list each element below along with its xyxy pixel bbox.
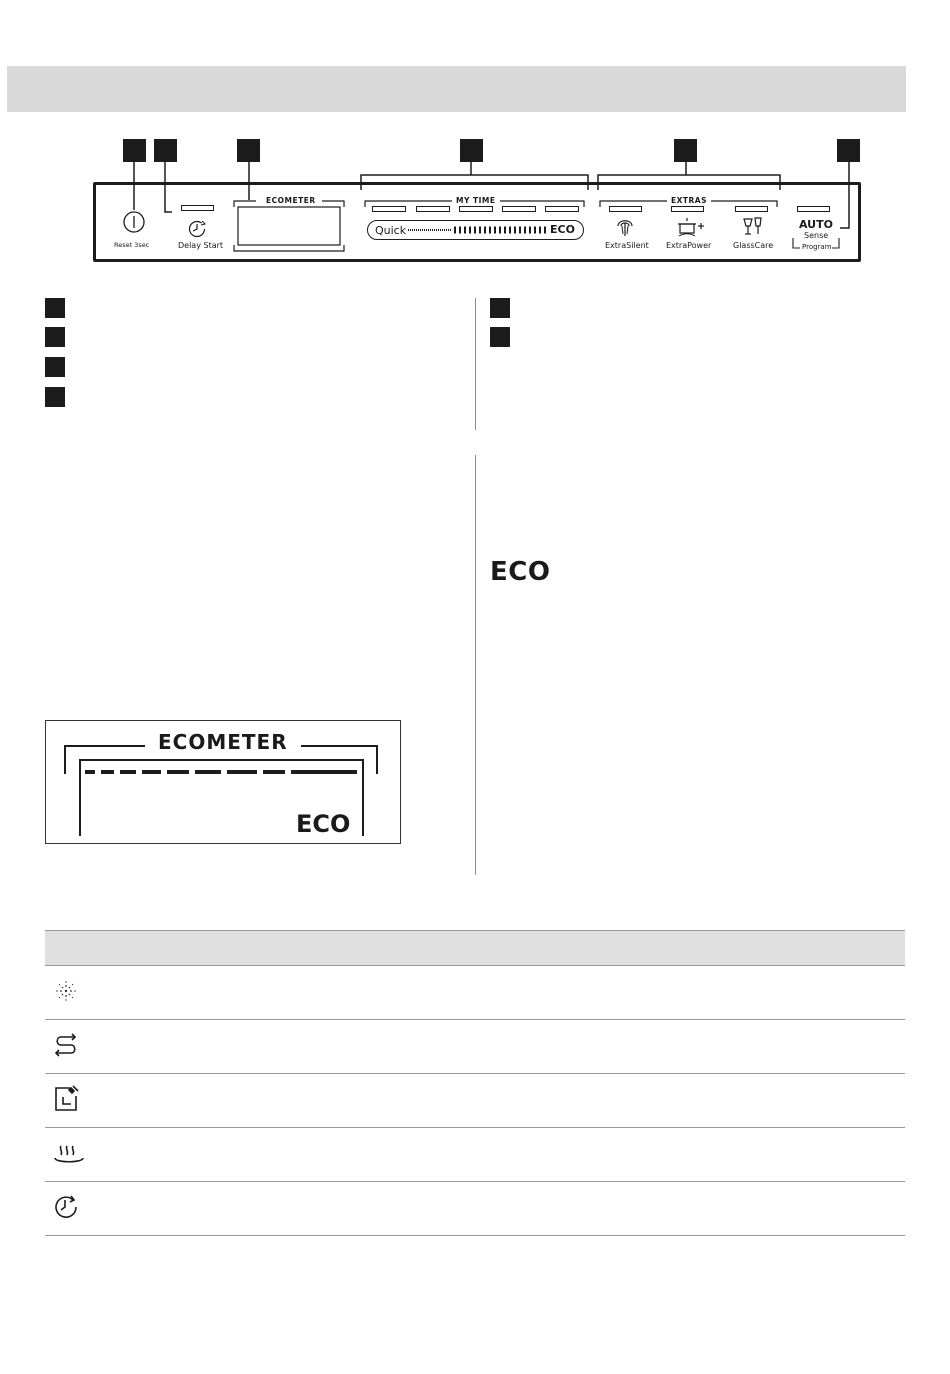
extra-power-label: ExtraPower <box>666 241 712 250</box>
glass-care-button[interactable] <box>741 216 765 238</box>
ecometer-display-title: ECOMETER <box>155 730 291 754</box>
my-time-scale <box>408 225 548 235</box>
legend-marker-1 <box>45 298 65 318</box>
extras-title: EXTRAS <box>667 196 711 205</box>
table-row <box>45 966 905 1020</box>
my-time-title: MY TIME <box>452 196 500 205</box>
extra-silent-button[interactable] <box>614 216 636 238</box>
auto-sense-indicator <box>797 206 830 212</box>
auto-label[interactable]: AUTO <box>799 218 833 231</box>
column-divider-top <box>475 298 476 430</box>
legend-marker-4 <box>45 387 65 407</box>
table-header <box>45 930 905 966</box>
reset-label: Reset 3sec <box>114 241 150 249</box>
drying-icon <box>51 1138 87 1168</box>
legend-marker-5 <box>490 298 510 318</box>
delay-start-indicator <box>181 205 214 211</box>
my-time-indicator-4 <box>502 206 536 212</box>
rinse-aid-icon <box>51 1084 81 1114</box>
ecometer-title: ECOMETER <box>262 196 320 205</box>
glass-care-indicator <box>735 206 768 212</box>
sense-label: Sense <box>804 231 829 240</box>
delay-clock-icon <box>51 1192 81 1222</box>
glass-care-label: GlassCare <box>733 241 774 250</box>
program-label: Program <box>802 243 832 251</box>
quick-label: Quick <box>375 224 407 237</box>
eco-slider-label: ECO <box>550 223 575 236</box>
my-time-indicator-3 <box>459 206 493 212</box>
rinse-cycle-icon <box>51 1030 81 1060</box>
table-row <box>45 1020 905 1074</box>
extra-power-indicator <box>671 206 704 212</box>
my-time-indicator-2 <box>416 206 450 212</box>
table-row <box>45 1182 905 1236</box>
column-divider-bottom <box>475 455 476 875</box>
my-time-indicator-1 <box>372 206 406 212</box>
extra-power-button[interactable] <box>676 216 706 238</box>
table-row <box>45 1074 905 1128</box>
delay-start-label: Delay Start <box>178 241 224 250</box>
extra-silent-label: ExtraSilent <box>605 241 649 250</box>
delay-start-button[interactable] <box>187 219 209 239</box>
table-row <box>45 1128 905 1182</box>
legend-marker-6 <box>490 327 510 347</box>
extra-silent-indicator <box>609 206 642 212</box>
ecometer-display-eco: ECO <box>296 810 351 838</box>
legend-marker-2 <box>45 327 65 347</box>
eco-heading: ECO <box>490 557 551 587</box>
sparkle-icon <box>51 976 81 1006</box>
legend-marker-3 <box>45 357 65 377</box>
power-button[interactable] <box>122 210 146 234</box>
my-time-indicator-5 <box>545 206 579 212</box>
